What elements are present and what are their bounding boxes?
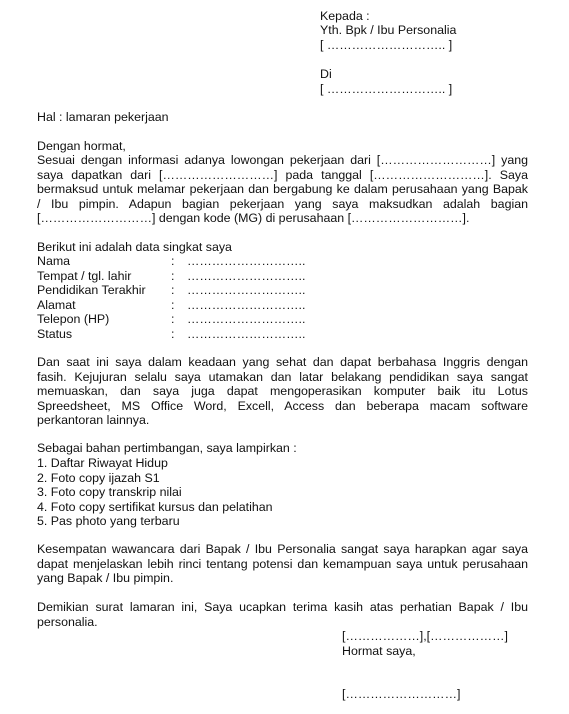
- list-item: 5. Pas photo yang terbaru: [37, 514, 180, 528]
- closing-line: personalia.: [37, 614, 98, 629]
- recipient-name: Yth. Bpk / Ibu Personalia: [320, 23, 457, 37]
- list-item: 3. Foto copy transkrip nilai: [37, 485, 182, 499]
- field-row-phone: [37, 312, 337, 327]
- skills-line: memuaskan, dan saya juga dapat mengoperasikan komputer baik itu Lotus: [37, 384, 528, 398]
- field-label: Nama: [37, 254, 71, 268]
- subject-line: Hal : lamaran pekerjaan: [37, 110, 169, 124]
- closing-line: Demikian surat lamaran ini, Saya ucapkan terima kasih atas perhatian Bapak / Ibu: [37, 600, 528, 614]
- field-row-address: [37, 298, 337, 313]
- field-separator: :: [171, 283, 175, 297]
- attachments-intro: Sebagai bahan pertimbangan, saya lampirkan :: [37, 441, 297, 455]
- field-value: ………………………..: [187, 312, 306, 326]
- intro-line: [………………………] dengan kode (MG) di perusahaan [………………………].: [37, 211, 470, 225]
- field-label: Status: [37, 326, 73, 341]
- skills-line: Dan saat ini saya dalam keadaan yang sehat dan dapat berbahasa Inggris dengan: [37, 355, 528, 369]
- signature-name-blank: [………………………]: [342, 687, 461, 701]
- field-value: ………………………..: [187, 254, 306, 268]
- field-value: ………………………..: [187, 283, 306, 297]
- field-value: ………………………..: [187, 297, 306, 312]
- skills-line: perkantoran lainnya.: [37, 413, 150, 427]
- personal-data-list: [37, 254, 337, 341]
- closing-regards: Hormat saya,: [342, 644, 416, 658]
- field-label: Telepon (HP): [37, 312, 110, 326]
- field-separator: :: [171, 268, 175, 283]
- field-label: Alamat: [37, 297, 76, 312]
- field-separator: :: [171, 312, 175, 326]
- field-label: Tempat / tgl. lahir: [37, 268, 132, 283]
- data-intro: Berikut ini adalah data singkat saya: [37, 240, 232, 254]
- field-separator: :: [171, 297, 175, 312]
- interview-line: yang Bapak / Ibu pimpin.: [37, 571, 174, 585]
- recipient-address-blank: [ ……………………….. ]: [320, 82, 453, 96]
- field-label: Pendidikan Terakhir: [37, 283, 146, 297]
- field-separator: :: [171, 254, 175, 268]
- intro-paragraph: [37, 153, 528, 226]
- field-separator: :: [171, 326, 175, 341]
- skills-line: fasih. Kejujuran selalu saya utamakan dan latar belakang pendidikan saya sangat: [37, 369, 528, 384]
- greeting: Dengan hormat,: [37, 139, 126, 153]
- list-item: 2. Foto copy ijazah S1: [37, 470, 160, 485]
- intro-line: Sesuai dengan informasi adanya lowongan pekerjaan dari [………………………] yang: [37, 153, 528, 167]
- field-value: ………………………..: [187, 326, 306, 341]
- recipient-at-label: Di: [320, 67, 332, 81]
- recipient-to-label: Kepada :: [320, 9, 370, 23]
- field-row-birth: [37, 269, 337, 284]
- attachments-list: [37, 456, 273, 529]
- recipient-name-blank: [ ……………………….. ]: [320, 38, 453, 52]
- interview-line: Kesempatan wawancara dari Bapak / Ibu Personalia sangat saya harapkan agar saya: [37, 542, 528, 556]
- interview-paragraph: [37, 542, 528, 586]
- field-value: ………………………..: [187, 268, 306, 283]
- field-row-name: [37, 254, 337, 269]
- skills-paragraph: [37, 355, 528, 428]
- place-date-blank: [………………],[………………]: [342, 629, 508, 643]
- list-item: 4. Foto copy sertifikat kursus dan pelatihan: [37, 499, 273, 514]
- interview-line: dapat menjelaskan lebih rinci tentang potensi dan kemampuan saya untuk perusahaan: [37, 556, 528, 571]
- list-item: 1. Daftar Riwayat Hidup: [37, 456, 168, 470]
- field-row-education: [37, 283, 337, 298]
- field-row-status: [37, 327, 337, 342]
- intro-line: / Ibu pimpin. Adapun bagian pekerjaan yang saya maksudkan adalah bagian: [37, 196, 528, 211]
- skills-line: Spreedsheet, MS Office Word, Excell, Access dan beberapa macam software: [37, 398, 528, 413]
- intro-line: saya dapatkan dari [………………………] pada tanggal [………………………]. Saya: [37, 167, 528, 182]
- intro-line: bermaksud untuk melamar pekerjaan dan bergabung ke dalam perusahaan yang Bapak: [37, 182, 528, 196]
- closing-paragraph: [37, 600, 528, 629]
